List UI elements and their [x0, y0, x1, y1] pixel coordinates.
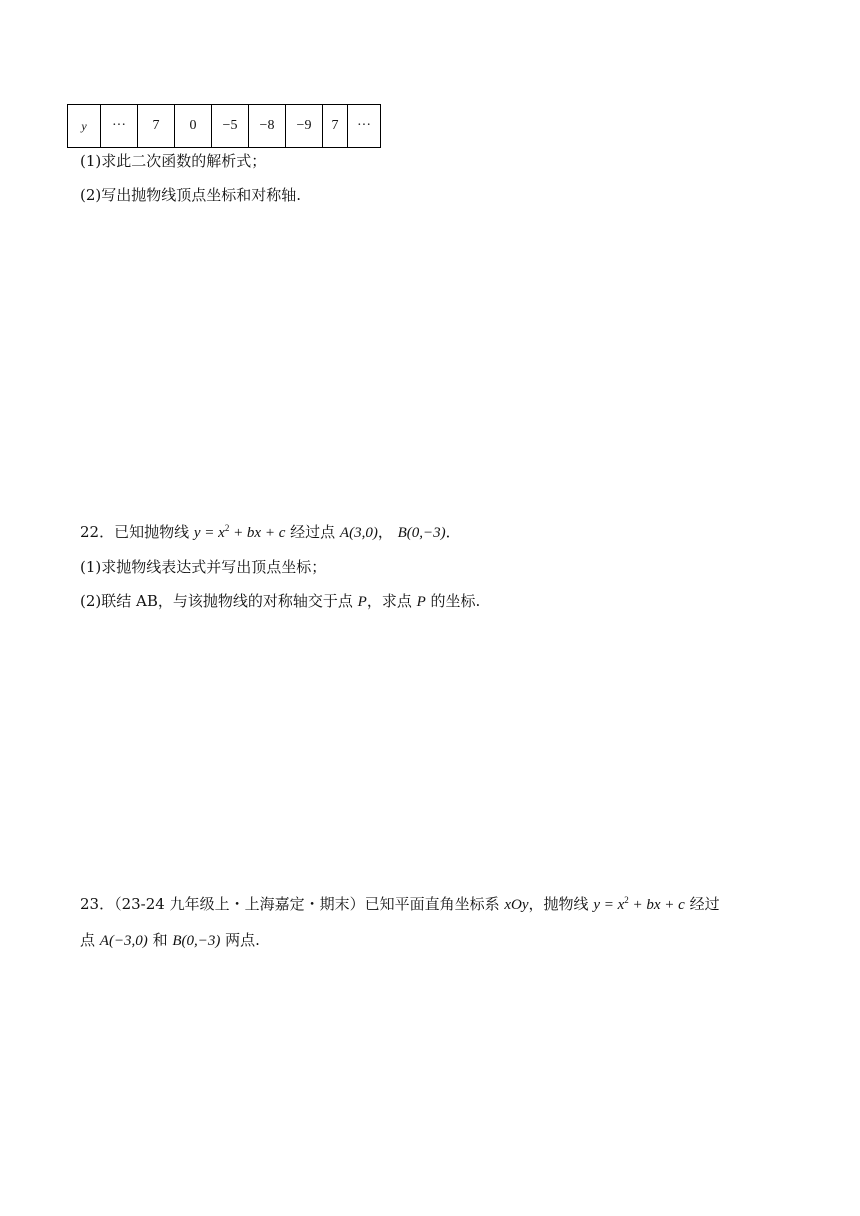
q23-number: 23．（23-24 九年级上・上海嘉定・期末）已知平面直角坐标系 [80, 895, 505, 913]
q23-point-b: B(0,−3) [172, 933, 221, 949]
q22-part2-text: 的坐标. [425, 592, 481, 610]
table-cell: −8 [249, 105, 286, 148]
q22-point-p: P [357, 594, 367, 610]
q23-eq-rest: + bx + c [628, 897, 685, 913]
q23-eq: y = x [593, 897, 625, 913]
q22-part2-text: (2)联结 AB，与该抛物线的对称轴交于点 [80, 592, 358, 610]
q23-text: ，抛物线 [528, 895, 594, 913]
table-cell: 7 [138, 105, 175, 148]
q22-part2 [80, 591, 480, 612]
q22-point-a: A(3,0) [339, 525, 378, 541]
table-row [68, 105, 381, 148]
q21-part2: (2)写出抛物线顶点坐标和对称轴. [80, 186, 302, 204]
q22-eq-mid: = x [200, 525, 225, 541]
q22-eq-exp: 2 [224, 523, 230, 533]
q21-part1: (1)求此二次函数的解析式； [80, 152, 267, 170]
table-cell: 7 [323, 105, 348, 148]
q23-text: 和 [147, 931, 173, 949]
table-cell: −5 [212, 105, 249, 148]
q22-eq-rest: + bx + c [229, 525, 286, 541]
q23-eq-exp: 2 [624, 895, 629, 905]
table-cell: 0 [175, 105, 212, 148]
q22-stem [80, 522, 461, 543]
values-table [67, 104, 381, 148]
table-cell: ··· [348, 105, 381, 148]
q22-point-b: B(0,−3) [397, 525, 446, 541]
q23-stem-line2 [80, 930, 260, 951]
q22-sep: ， [377, 523, 398, 541]
q23-point-a: A(−3,0) [99, 933, 148, 949]
row-label: y [68, 105, 101, 148]
q23-text: 经过 [684, 895, 720, 913]
q23-text: 点 [80, 931, 100, 949]
q22-part2-text: ，求点 [366, 592, 417, 610]
table-cell: −9 [286, 105, 323, 148]
q23-text: 两点. [220, 931, 260, 949]
q22-number: 22．已知抛物线 [80, 523, 194, 541]
q22-point-p: P [416, 594, 426, 610]
q22-eq-y: y [193, 525, 201, 541]
q22-part1: (1)求抛物线表达式并写出顶点坐标； [80, 558, 327, 576]
q23-system: xOy [504, 897, 529, 913]
q22-end: ． [445, 523, 461, 541]
q23-stem [80, 894, 720, 915]
table-cell: ··· [101, 105, 138, 148]
q22-text-via: 经过点 [285, 523, 340, 541]
